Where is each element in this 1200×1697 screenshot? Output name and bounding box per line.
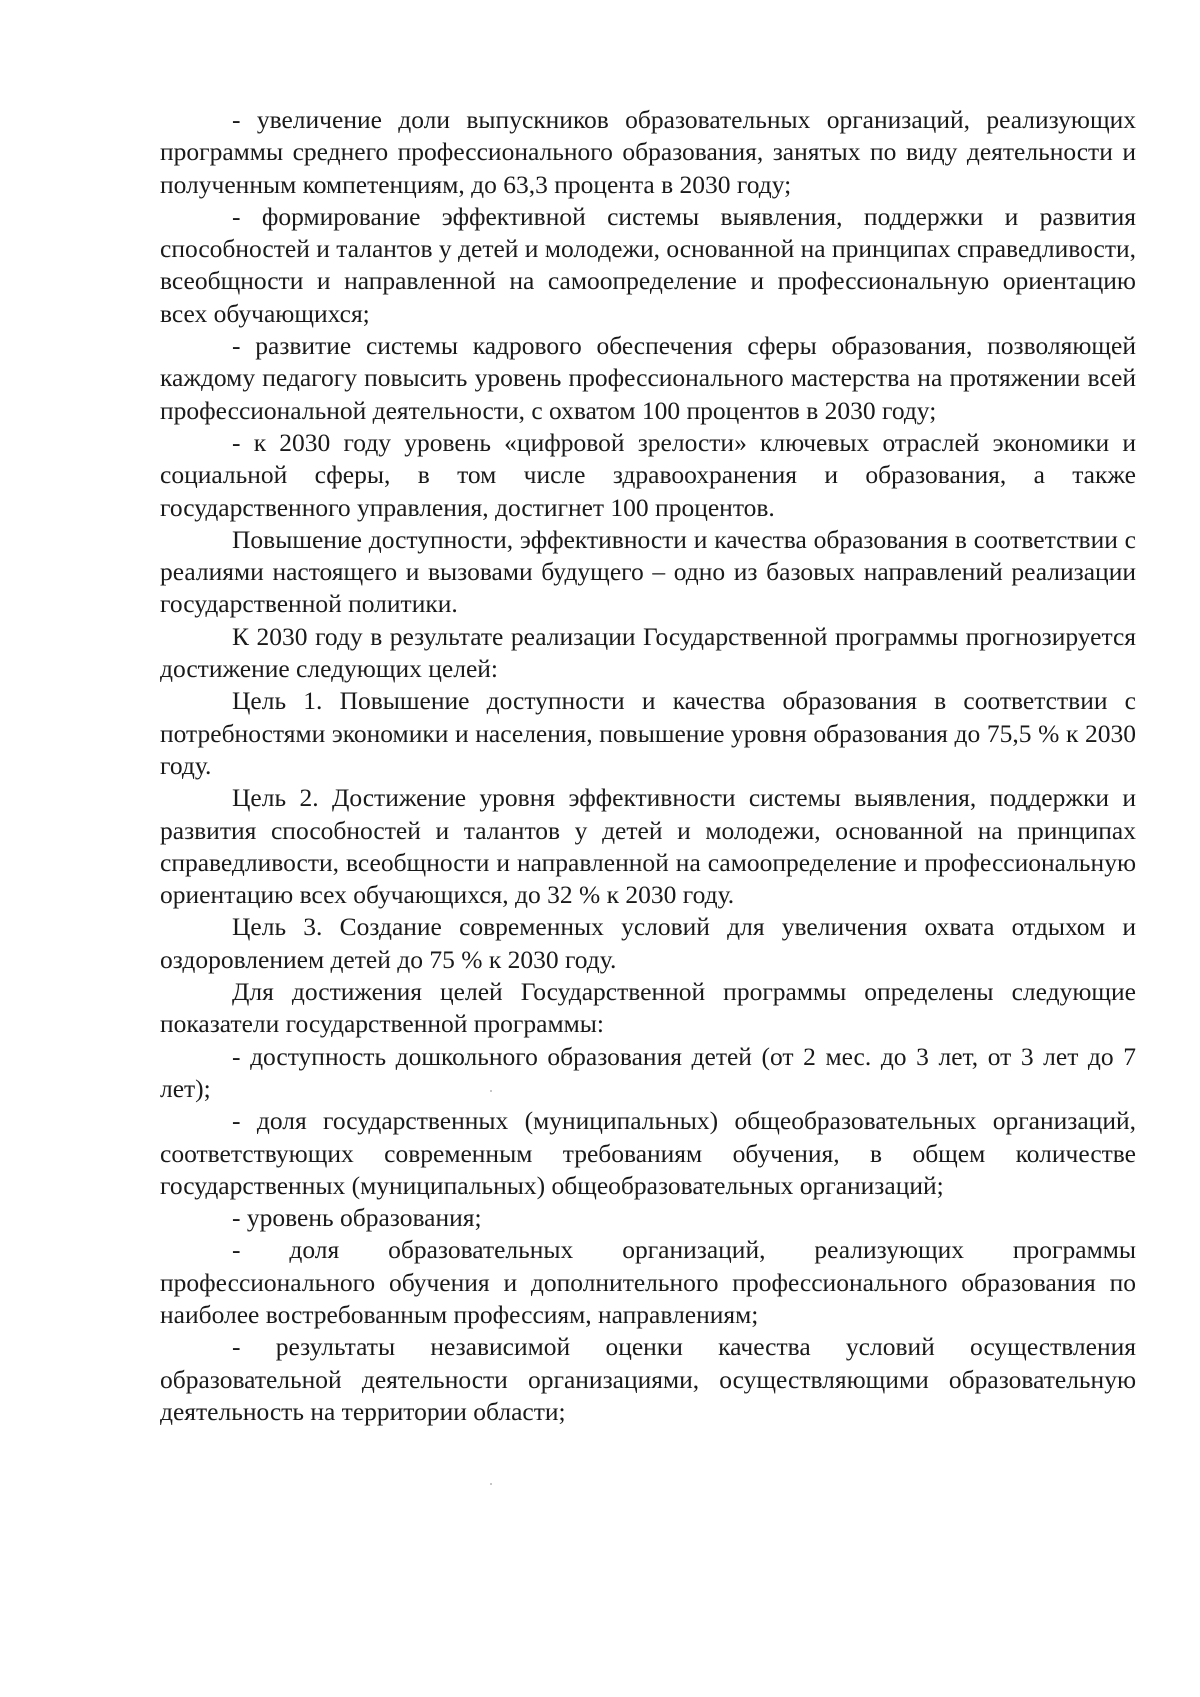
paragraph-indicator-schools: - доля государственных (муниципальных) общеобразовательных организаций, соответствующих современным требованиям обучения, в общем количестве государственных (муниципальных) общеобразовательных организаций; <box>160 1106 1136 1200</box>
paragraph-talent-system: - формирование эффективной системы выявления, поддержки и развития способностей и талантов у детей и молодежи, основанной на принципах справедливости, всеобщности и направленной на самоопределение и профессиональную ориентацию всех обучающихся; <box>160 201 1137 328</box>
paragraph-indicator-quality-assessment: - результаты независимой оценки качества условий осуществления образовательной деятельности организациями, осуществляющими образовательную деятельность на территории области; <box>160 1332 1136 1426</box>
paragraph-goal-1: Цель 1. Повышение доступности и качества образования в соответствии с потребностями экономики и населения, повышение уровня образования до 75,5 % к 2030 году. <box>160 686 1136 780</box>
paragraph-indicators-intro: Для достижения целей Государственной программы определены следующие показатели государственной программы: <box>160 977 1136 1039</box>
paragraph-indicator-vocational: - доля образовательных организаций, реализующих программы профессионального обучения и дополнительного профессионального образования по наиболее востребованным профессиям, направлениям; <box>160 1235 1136 1329</box>
scan-speck <box>490 1483 492 1485</box>
scan-speck <box>490 1090 492 1092</box>
paragraph-staffing-system: - развитие системы кадрового обеспечения сферы образования, позволяющей каждому педагогу повысить уровень профессионального мастерства на протяжении всей профессиональной деятельности, с охватом 100 процентов в 2030 году; <box>160 331 1136 425</box>
paragraph-indicator-graduates: - увеличение доли выпускников образовательных организаций, реализующих программы среднего профессионального образования, занятых по виду деятельности и полученным компетенциям, до 63,3 процента в 2030 году; <box>160 105 1136 199</box>
paragraph-goal-2: Цель 2. Достижение уровня эффективности системы выявления, поддержки и развития способностей и талантов у детей и молодежи, основанной на принципах справедливости, всеобщности и направленной на самоопределение и профессиональную ориентацию всех обучающихся, до 32 % к 2030 году. <box>160 783 1136 910</box>
document-page <box>160 104 1136 1428</box>
paragraph-policy-direction: Повышение доступности, эффективности и качества образования в соответствии с реалиями настоящего и вызовами будущего – одно из базовых направлений реализации государственной политики. <box>160 524 1136 619</box>
paragraph-indicator-education-level: - уровень образования; <box>232 1203 482 1233</box>
paragraph-goals-intro: К 2030 году в результате реализации Государственной программы прогнозируется достижение следующих целей: <box>160 621 1136 684</box>
paragraph-indicator-preschool: - доступность дошкольного образования детей (от 2 мес. до 3 лет, от 3 лет до 7 лет); <box>160 1041 1136 1103</box>
paragraph-goal-3: Цель 3. Создание современных условий для увеличения охвата отдыхом и оздоровлением детей до 75 % к 2030 году. <box>160 912 1136 974</box>
paragraph-digital-maturity: - к 2030 году уровень «цифровой зрелости» ключевых отраслей экономики и социальной сферы, в том числе здравоохранения и образования, а также государственного управления, достигнет 100 процентов. <box>160 427 1136 522</box>
